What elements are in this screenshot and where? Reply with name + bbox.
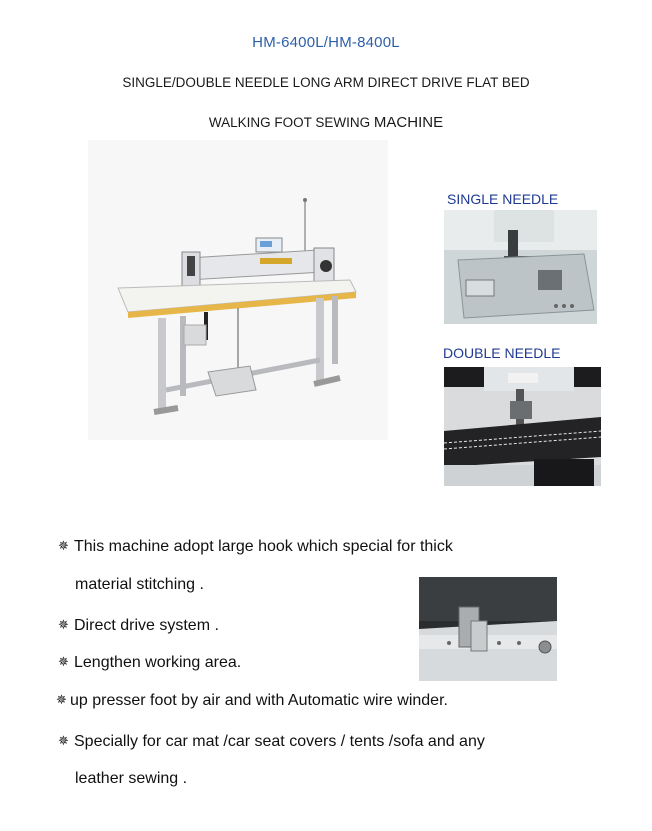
bullet-text: Lengthen working area. <box>74 654 242 671</box>
sewing-machine-photo <box>88 140 388 440</box>
bullet-working-area <box>58 654 241 672</box>
bullet-text: Specially for car mat /car seat covers / tents /sofa and any <box>74 733 485 750</box>
bullet-presser-foot <box>56 692 448 710</box>
single-needle-label: SINGLE NEEDLE <box>447 191 559 207</box>
double-needle-label: DOUBLE NEEDLE <box>443 345 561 361</box>
subtitle-line-1: SINGLE/DOUBLE NEEDLE LONG ARM DIRECT DRIVE FLAT BED <box>122 75 530 90</box>
bullet-direct-drive <box>58 617 219 635</box>
model-title: HM-6400L/HM-8400L <box>252 34 400 51</box>
presser-foot-detail-photo <box>419 577 557 681</box>
bullet-applications <box>58 733 485 751</box>
bullet-text: This machine adopt large hook which special for thick <box>74 538 453 555</box>
bullet-text: Direct drive system . <box>74 617 219 634</box>
bullet-large-hook-continued: material stitching . <box>75 576 204 593</box>
subtitle-line-2-prefix: WALKING FOOT SEWING <box>208 115 374 130</box>
double-needle-photo <box>444 367 601 486</box>
bullet-star-icon: ✵ <box>58 654 69 669</box>
bullet-applications-continued: leather sewing . <box>75 770 188 787</box>
bullet-text: up presser foot by air and with Automatic wire winder. <box>70 692 448 709</box>
bullet-star-icon: ✵ <box>58 617 69 632</box>
bullet-star-icon: ✵ <box>58 538 69 553</box>
single-needle-photo <box>444 210 597 324</box>
subtitle-line-2-machine: MACHINE <box>373 114 444 131</box>
bullet-star-icon: ✵ <box>58 733 69 748</box>
bullet-large-hook <box>58 538 453 556</box>
subtitle-line-2 <box>0 114 652 131</box>
bullet-star-icon: ✵ <box>56 692 67 707</box>
